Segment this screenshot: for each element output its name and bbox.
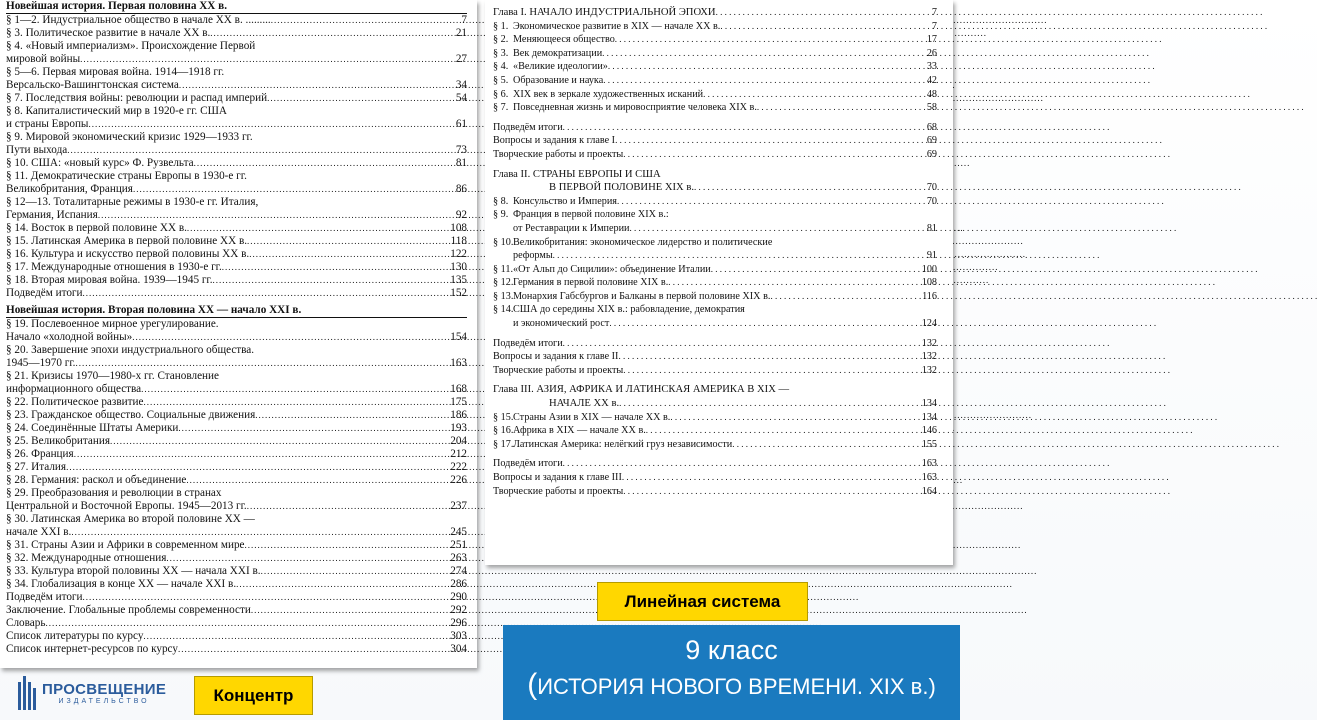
toc-entry-page: 146 <box>921 425 937 437</box>
toc-entry-page: 152 <box>450 287 467 299</box>
toc-entry-page: 34 <box>455 79 467 91</box>
toc-entry <box>493 485 937 499</box>
chapter-title-line2: В ПЕРВОЙ ПОЛОВИНЕ XIX в. . . . 70 <box>493 181 937 195</box>
toc-entry-text: Заключение. Глобальные проблемы современности <box>6 604 251 616</box>
toc-entry-page: 263 <box>450 552 467 564</box>
toc-entry <box>6 105 467 118</box>
toc-entry <box>493 195 937 209</box>
toc-entry-page: 135 <box>450 274 467 286</box>
toc-entry-page: 186 <box>450 409 467 421</box>
toc-entry <box>493 222 937 236</box>
toc-entry-number: § 4. <box>493 61 509 73</box>
toc-entry <box>493 74 937 88</box>
toc-entry-text: § 14. Восток в первой половине XX в. <box>6 222 187 234</box>
toc-entry-text: Версальско-Вашингтонская система <box>6 79 179 91</box>
toc-list-second-half <box>6 318 467 656</box>
toc-entry-page: 212 <box>450 448 467 460</box>
toc-entry <box>493 350 937 364</box>
toc-entry <box>6 318 467 331</box>
toc-entry-text: § 32. Международные отношения <box>6 552 167 564</box>
toc-entry-text: Великобритания: экономическое лидерство и политические <box>513 236 773 248</box>
toc-entry-text: Германия, Испания <box>6 209 98 221</box>
toc-entry-text: § 24. Соединённые Штаты Америки <box>6 422 179 434</box>
toc-entry-text: Подведём итоги <box>493 337 563 349</box>
toc-entry-text: Франция в первой половине XIX в.: <box>513 209 669 221</box>
toc-entry-text: реформы <box>513 250 553 262</box>
toc-entry <box>493 276 937 290</box>
toc-entry-text: Подведём итоги <box>493 121 563 133</box>
toc-entry-page: 292 <box>450 604 467 616</box>
toc-entry-page: 86 <box>455 183 467 195</box>
toc-entry <box>6 222 467 235</box>
toc-entry-page: 204 <box>450 435 467 447</box>
toc-entry-text: Творческие работы и проекты <box>493 485 624 497</box>
toc-entry-number: § 3. <box>493 47 509 59</box>
toc-entry-page: 286 <box>450 578 467 590</box>
toc-entry <box>6 396 467 409</box>
toc-entry-number: § 7. <box>493 102 509 114</box>
toc-entry-page: 296 <box>450 617 467 629</box>
toc-entry-text: Вопросы и задания к главе III <box>493 472 622 483</box>
toc-entry-page: 7 <box>931 20 937 32</box>
toc-entry-number: § 6. <box>493 88 509 100</box>
toc-entry-text: § 17. Международные отношения в 1930-е гг. <box>6 261 222 273</box>
toc-entry <box>6 14 467 27</box>
concentric-label: Концентр <box>194 676 313 715</box>
linear-system-label: Линейная система <box>597 582 808 621</box>
toc-entry-text: § 9. Мировой экономический кризис 1929—1933 гг. <box>6 131 253 143</box>
toc-entry-text: и экономический рост <box>513 318 610 330</box>
toc-entry-number: § 17. <box>493 438 514 450</box>
toc-entry-text: Подведём итоги <box>493 458 563 470</box>
toc-entry-text: Пути выхода <box>6 144 68 156</box>
toc-entry-text: Латинская Америка: нелёгкий груз независимости <box>513 438 733 450</box>
toc-entry <box>6 287 467 300</box>
toc-entry-text: § 3. Политическое развитие в начале XX в. <box>6 27 211 39</box>
toc-entry-text: и страны Европы <box>6 118 89 130</box>
toc-entry-text: Подведём итоги <box>6 591 83 603</box>
toc-entry <box>6 552 467 565</box>
logo-main-text: ПРОСВЕЩЕНИЕ <box>42 681 167 698</box>
toc-entry-text: Германия в первой половине XIX в. <box>513 277 669 289</box>
toc-entry-text: Монархия Габсбургов и Балканы в первой половине XIX в. <box>513 290 771 302</box>
toc-entry-text: § 5—6. Первая мировая война. 1914—1918 гг. <box>6 66 225 78</box>
toc-entry <box>6 539 467 552</box>
toc-entry <box>493 471 937 485</box>
toc-entry-page: 70 <box>926 195 937 207</box>
toc-entry <box>493 20 937 34</box>
toc-entry-text: § 23. Гражданское общество. Социальные движения <box>6 409 256 421</box>
toc-entry-number: § 1. <box>493 20 509 32</box>
toc-entry <box>493 337 937 351</box>
chapter-2-end-list <box>493 337 937 378</box>
toc-entry-page: 163 <box>921 472 937 483</box>
toc-entry-page: 69 <box>926 135 937 147</box>
toc-entry-page: 303 <box>450 630 467 642</box>
toc-entry <box>6 66 467 79</box>
toc-entry-page: 42 <box>926 74 937 86</box>
toc-entry-page: 251 <box>450 539 467 551</box>
toc-entry-page: 116 <box>922 290 937 302</box>
section-title-first-half: Новейшая история. Первая половина XX в. <box>6 0 467 14</box>
toc-entry <box>6 487 467 500</box>
toc-entry <box>6 630 467 643</box>
toc-entry-number: § 9. <box>493 209 509 221</box>
toc-entry-text: Список интернет-ресурсов по курсу <box>6 643 178 655</box>
toc-entry-text: § 21. Кризисы 1970—1980-х гг. Становление <box>6 370 219 382</box>
toc-entry-text: Образование и наука <box>513 74 604 86</box>
toc-entry-page: 193 <box>450 422 467 434</box>
toc-entry <box>6 118 467 131</box>
toc-entry-text: § 31. Страны Азии и Африки в современном мире <box>6 539 245 551</box>
toc-entry <box>6 157 467 170</box>
toc-entry <box>493 364 937 378</box>
toc-entry <box>493 438 937 452</box>
toc-entry-page: 81 <box>926 222 937 234</box>
toc-entry-page: 81 <box>455 157 467 169</box>
toc-entry <box>6 500 467 513</box>
toc-entry-page: 122 <box>450 248 467 260</box>
toc-entry-text: Африка в XIX — начале XX в. <box>513 425 646 437</box>
toc-entry-text: § 15. Латинская Америка в первой половине XX в. <box>6 235 248 247</box>
toc-entry <box>493 236 937 250</box>
toc-entry-text: Вопросы и задания к главе I <box>493 135 616 147</box>
toc-list-first-half <box>6 14 467 300</box>
toc-entry-text: § 33. Культура второй половины XX — начала XXI в. <box>6 565 261 577</box>
toc-entry <box>493 411 937 425</box>
publisher-logo <box>16 672 166 714</box>
toc-entry <box>6 526 467 539</box>
toc-entry-page: 58 <box>926 102 937 114</box>
toc-entry-text: § 28. Германия: раскол и объединение <box>6 474 187 486</box>
toc-entry-text: § 27. Италия <box>6 461 67 473</box>
toc-entry-page: 7 <box>461 14 467 26</box>
toc-entry-text: Центральной и Восточной Европы. 1945—2013 гг. <box>6 500 247 512</box>
toc-entry-text: Страны Азии в XIX — начале XX в. <box>513 411 671 423</box>
toc-entry-text: Словарь <box>6 617 46 629</box>
toc-entry <box>493 317 937 331</box>
toc-entry-page: 132 <box>921 337 937 349</box>
toc-entry-page: 222 <box>450 461 467 473</box>
toc-entry-number: § 15. <box>493 411 514 423</box>
toc-entry <box>6 274 467 287</box>
toc-entry-page: 54 <box>455 92 467 104</box>
toc-entry <box>6 474 467 487</box>
toc-entry-text: Великобритания, Франция <box>6 183 133 195</box>
toc-entry <box>493 88 937 102</box>
toc-entry-page: 26 <box>926 47 937 59</box>
chapter-2-list <box>493 195 937 331</box>
toc-entry <box>6 578 467 591</box>
grade-banner <box>503 625 960 720</box>
toc-entry-text: § 8. Капиталистический мир в 1920-е гг. США <box>6 105 227 117</box>
chapter-title: Глава II. СТРАНЫ ЕВРОПЫ И США <box>493 168 661 180</box>
toc-entry-page: 155 <box>921 438 937 450</box>
toc-entry-page: 108 <box>921 277 937 289</box>
toc-entry <box>6 79 467 92</box>
toc-entry-page: 108 <box>450 222 467 234</box>
toc-entry <box>493 148 937 162</box>
toc-entry <box>6 513 467 526</box>
toc-entry-page: 17 <box>926 34 937 46</box>
chapter-title: Глава I. НАЧАЛО ИНДУСТРИАЛЬНОЙ ЭПОХИ . . . 7 <box>493 6 937 20</box>
toc-entry-page: 132 <box>921 351 937 363</box>
toc-entry-page: 100 <box>921 263 937 275</box>
toc-entry <box>6 235 467 248</box>
toc-entry <box>6 144 467 157</box>
toc-entry-text: § 1—2. Индустриальное общество в начале XX в. ......... <box>6 14 271 26</box>
toc-entry <box>6 409 467 422</box>
toc-entry-number: § 12. <box>493 277 514 289</box>
section-title-second-half: Новейшая история. Вторая половина XX — начало XXI в. <box>6 304 467 318</box>
toc-entry-text: § 19. Послевоенное мирное урегулирование. <box>6 318 219 330</box>
toc-entry <box>493 263 937 277</box>
toc-entry-text: XIX век в зеркале художественных исканий <box>513 88 704 100</box>
toc-entry-text: § 20. Завершение эпохи индустриального общества. <box>6 344 255 356</box>
chapter-title: Глава III. АЗИЯ, АФРИКА И ЛАТИНСКАЯ АМЕРИКА В XIX — <box>493 384 790 396</box>
toc-entry <box>493 290 937 304</box>
toc-entry-text: § 26. Франция <box>6 448 74 460</box>
toc-entry-text: мировой войны <box>6 53 81 65</box>
toc-entry-page: 69 <box>926 148 937 160</box>
toc-entry-number: § 2. <box>493 34 509 46</box>
toc-entry-text: § 34. Глобализация в конце XX — начале XXI в. <box>6 578 237 590</box>
logo-sub-text: ИЗДАТЕЛЬСТВО <box>58 698 150 705</box>
toc-entry-page: 163 <box>450 357 467 369</box>
toc-entry <box>493 424 937 438</box>
toc-entry-text: Подведём итоги <box>6 287 83 299</box>
toc-entry-text: Экономическое развитие в XIX — начале XX в. <box>513 20 721 32</box>
chapter-3-list <box>493 411 937 452</box>
toc-entry-text: § 16. Культура и искусство первой половины XX в. <box>6 248 250 260</box>
toc-entry-page: 226 <box>450 474 467 486</box>
toc-entry-text: § 30. Латинская Америка во второй половине XX — <box>6 513 255 525</box>
toc-entry-page: 21 <box>455 27 467 39</box>
toc-entry-page: 27 <box>455 53 467 65</box>
toc-entry-text: США до середины XIX в.: рабовладение, демократия <box>513 304 745 316</box>
toc-entry <box>493 121 937 135</box>
toc-entry-text: Список литературы по курсу <box>6 630 144 642</box>
toc-entry <box>493 249 937 263</box>
toc-entry <box>6 604 467 617</box>
toc-entry-page: 175 <box>450 396 467 408</box>
toc-entry-text: от Реставрации к Империи <box>513 222 630 234</box>
chapter-3-end-list <box>493 457 937 498</box>
linear-toc-panel <box>485 0 953 565</box>
toc-entry-text: § 25. Великобритания <box>6 435 111 447</box>
toc-entry-page: 92 <box>455 209 467 221</box>
toc-entry-text: Меняющееся общество <box>513 34 615 46</box>
toc-entry <box>6 248 467 261</box>
toc-entry <box>6 209 467 222</box>
toc-entry-page: 130 <box>450 261 467 273</box>
toc-entry-text: Творческие работы и проекты <box>493 364 624 376</box>
toc-entry-page: 68 <box>926 121 937 133</box>
toc-entry <box>6 40 467 53</box>
toc-entry <box>493 208 937 222</box>
toc-entry-text: § 12—13. Тоталитарные режимы в 1930-е гг. Италия, <box>6 196 259 208</box>
grade-title: 9 класс <box>685 635 778 665</box>
toc-entry-page: 124 <box>921 318 937 330</box>
toc-entry <box>493 457 937 471</box>
toc-entry-text: § 10. США: «новый курс» Ф. Рузвельта <box>6 157 194 169</box>
toc-entry-page: 91 <box>926 250 937 262</box>
toc-entry-page: 48 <box>926 88 937 100</box>
toc-entry-text: «Великие идеологии» <box>513 61 608 73</box>
toc-entry-text: Повседневная жизнь и мировосприятие человека XIX в. <box>513 102 757 114</box>
course-title: (ИСТОРИЯ НОВОГО ВРЕМЕНИ. XIX в.) <box>527 668 936 701</box>
toc-entry-page: 164 <box>921 485 937 497</box>
toc-entry-text: начале XXI в. <box>6 526 72 538</box>
toc-entry <box>493 47 937 61</box>
toc-entry <box>493 303 937 317</box>
toc-entry-page: 163 <box>921 458 937 470</box>
toc-entry <box>6 370 467 383</box>
toc-entry-text: информационного общества <box>6 383 142 395</box>
chapter-1-list <box>493 20 937 115</box>
concentric-toc-panel <box>0 0 477 668</box>
toc-entry <box>6 448 467 461</box>
toc-entry-page: 134 <box>921 411 937 423</box>
toc-entry <box>6 196 467 209</box>
toc-entry-page: 33 <box>926 61 937 73</box>
toc-entry-text: 1945—1970 гг. <box>6 357 76 369</box>
toc-entry <box>6 461 467 474</box>
toc-entry-page: 132 <box>921 364 937 376</box>
toc-entry-page: 237 <box>450 500 467 512</box>
toc-entry-text: § 11. Демократические страны Европы в 1930-е гг. <box>6 170 247 182</box>
toc-entry-page: 245 <box>450 526 467 538</box>
toc-entry-number: § 10. <box>493 236 514 248</box>
toc-entry-number: § 8. <box>493 195 509 207</box>
toc-entry <box>6 357 467 370</box>
toc-entry-number: § 16. <box>493 425 514 437</box>
toc-entry-page: 118 <box>450 235 467 247</box>
toc-entry-page: 154 <box>450 331 467 343</box>
toc-entry <box>6 565 467 578</box>
toc-entry <box>493 134 937 148</box>
toc-entry <box>6 422 467 435</box>
toc-entry <box>6 170 467 183</box>
toc-entry <box>6 183 467 196</box>
toc-entry <box>493 60 937 74</box>
toc-entry-text: § 18. Вторая мировая война. 1939—1945 гг. <box>6 274 213 286</box>
toc-entry-text: § 7. Последствия войны: революции и распад империй <box>6 92 268 104</box>
toc-entry <box>6 344 467 357</box>
toc-entry-text: § 22. Политическое развитие <box>6 396 144 408</box>
toc-entry <box>6 383 467 396</box>
toc-entry-page: 73 <box>455 144 467 156</box>
toc-entry-page: 61 <box>455 118 467 130</box>
toc-entry-page: 274 <box>450 565 467 577</box>
toc-entry <box>493 33 937 47</box>
toc-entry <box>6 27 467 40</box>
toc-entry-text: «От Альп до Сицилии»: объединение Италии <box>513 263 711 275</box>
toc-entry-text: Консульство и Империя <box>513 195 617 207</box>
toc-entry-page: 290 <box>450 591 467 603</box>
toc-entry <box>6 331 467 344</box>
toc-entry <box>6 92 467 105</box>
toc-entry-page: 168 <box>450 383 467 395</box>
toc-entry-text: § 4. «Новый империализм». Происхождение Первой <box>6 40 256 52</box>
toc-entry-number: § 14. <box>493 304 514 316</box>
toc-entry <box>6 591 467 604</box>
toc-entry <box>6 435 467 448</box>
toc-entry <box>6 131 467 144</box>
toc-entry-number: § 5. <box>493 74 509 86</box>
toc-entry-text: § 29. Преобразования и революции в странах <box>6 487 222 499</box>
toc-entry-page: 304 <box>450 643 467 655</box>
toc-entry-text: Творческие работы и проекты <box>493 148 624 160</box>
toc-entry-text: Вопросы и задания к главе II <box>493 351 619 363</box>
toc-entry <box>6 261 467 274</box>
chapter-1-end-list <box>493 121 937 162</box>
toc-entry-text: Век демократизации <box>513 47 603 59</box>
toc-entry-number: § 11. <box>493 263 513 275</box>
toc-entry-number: § 13. <box>493 290 514 302</box>
toc-entry <box>6 617 467 630</box>
toc-entry <box>493 101 937 115</box>
prosveshchenie-logo-icon <box>16 672 38 714</box>
toc-entry-text: Начало «холодной войны» <box>6 331 133 343</box>
chapter-title-line2: НАЧАЛЕ XX в. . . . 134 <box>493 397 937 411</box>
toc-entry <box>6 643 467 656</box>
toc-entry <box>6 53 467 66</box>
